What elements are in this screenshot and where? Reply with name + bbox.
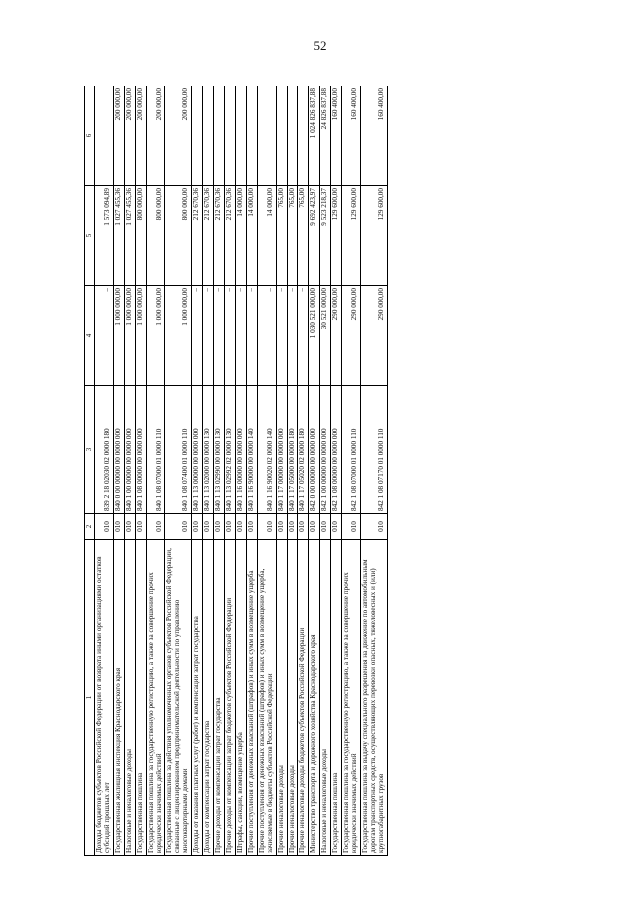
row-value-col4: 1 000 000,00 xyxy=(113,286,124,386)
row-value-col6: 24 826 837,88 xyxy=(320,86,331,186)
row-description: Государственная жилищная инспекция Краснодарского края xyxy=(113,540,124,856)
table-row xyxy=(360,86,387,856)
table-row xyxy=(192,86,203,856)
row-budget-code: 842 1 00 00000 00 0000 000 xyxy=(320,386,331,514)
row-value-col5: 800 000,00 xyxy=(135,186,146,286)
row-budget-code: 842 1 08 07170 01 0000 110 xyxy=(360,386,387,514)
row-budget-code: 840 0 00 00000 00 0000 000 xyxy=(113,386,124,514)
row-value-col4: – xyxy=(224,286,235,386)
row-value-col6: 160 400,00 xyxy=(331,86,342,186)
table-row xyxy=(276,86,287,856)
row-description: Прочие неналоговые доходы бюджетов субъектов Российской Федерации xyxy=(298,540,309,856)
table-row xyxy=(320,86,331,856)
row-code: 010 xyxy=(146,514,165,540)
row-value-col6: 200 000,00 xyxy=(135,86,146,186)
row-value-col4: – xyxy=(235,286,246,386)
row-budget-code: 840 1 13 00000 00 0000 000 xyxy=(192,386,203,514)
row-description: Прочие поступления от денежных взысканий (штрафов) и иных сумм в возмещение ущерба xyxy=(246,540,257,856)
row-value-col4: – xyxy=(192,286,203,386)
column-header: 1 xyxy=(85,540,95,856)
row-value-col5: 212 670,36 xyxy=(192,186,203,286)
row-code: 010 xyxy=(287,514,298,540)
row-budget-code: 842 0 00 00000 00 0000 000 xyxy=(309,386,320,514)
row-budget-code: 842 1 08 00000 00 0000 000 xyxy=(331,386,342,514)
row-value-col5: 1 027 455,36 xyxy=(124,186,135,286)
row-value-col5: 9 692 423,97 xyxy=(309,186,320,286)
row-value-col6 xyxy=(95,86,114,186)
row-description: Министерство транспорта и дорожного хозяйства Краснодарского края xyxy=(309,540,320,856)
row-budget-code: 840 1 17 05020 02 0000 180 xyxy=(298,386,309,514)
row-value-col6 xyxy=(287,86,298,186)
row-value-col5: 800 000,00 xyxy=(165,186,192,286)
row-value-col6 xyxy=(214,86,225,186)
row-value-col4: 1 030 521 000,00 xyxy=(309,286,320,386)
row-description: Государственная пошлина за государственную регистрацию, а также за совершение прочих юридически значимых действий xyxy=(146,540,165,856)
row-value-col5: 14 000,00 xyxy=(235,186,246,286)
column-header: 4 xyxy=(85,286,95,386)
row-value-col5: 765,00 xyxy=(276,186,287,286)
row-value-col4: 290 000,00 xyxy=(331,286,342,386)
table-row xyxy=(257,86,276,856)
table-row xyxy=(246,86,257,856)
row-code: 010 xyxy=(165,514,192,540)
table-row xyxy=(124,86,135,856)
row-code: 010 xyxy=(135,514,146,540)
row-value-col4: – xyxy=(276,286,287,386)
row-value-col6: 200 000,00 xyxy=(165,86,192,186)
row-value-col6: 160 400,00 xyxy=(342,86,361,186)
row-budget-code: 839 2 18 02030 02 0000 180 xyxy=(95,386,114,514)
row-value-col6 xyxy=(246,86,257,186)
row-value-col4: – xyxy=(298,286,309,386)
row-value-col5: 14 000,00 xyxy=(257,186,276,286)
table-row xyxy=(309,86,320,856)
row-description: Прочие доходы от компенсации затрат бюджетов субъектов Российской Федерации xyxy=(224,540,235,856)
row-value-col4: 30 521 000,00 xyxy=(320,286,331,386)
column-header: 6 xyxy=(85,86,95,186)
row-value-col4: 1 000 000,00 xyxy=(165,286,192,386)
row-description: Прочие поступления от денежных взысканий (штрафов) и иных сумм в возмещение ущерба, зачисляемые в бюджеты субъектов Российской Федерации xyxy=(257,540,276,856)
row-value-col5: 212 670,36 xyxy=(214,186,225,286)
row-value-col6: 200 000,00 xyxy=(113,86,124,186)
row-budget-code: 840 1 08 07400 01 0000 110 xyxy=(165,386,192,514)
row-value-col6: 160 400,00 xyxy=(360,86,387,186)
row-budget-code: 842 1 08 07000 01 0000 110 xyxy=(342,386,361,514)
row-value-col5: 212 670,36 xyxy=(224,186,235,286)
row-value-col5: 129 600,00 xyxy=(342,186,361,286)
row-value-col6: 1 024 826 837,88 xyxy=(309,86,320,186)
table-row xyxy=(224,86,235,856)
row-description: Штрафы, санкции, возмещение ущерба xyxy=(235,540,246,856)
row-code: 010 xyxy=(113,514,124,540)
row-value-col4: 290 000,00 xyxy=(360,286,387,386)
table-body xyxy=(95,86,388,856)
row-code: 010 xyxy=(257,514,276,540)
row-description: Доходы от компенсации затрат государства xyxy=(203,540,214,856)
row-value-col5: 800 000,00 xyxy=(146,186,165,286)
row-code: 010 xyxy=(235,514,246,540)
row-description: Доходы от оказания платных услуг (работ) и компенсации затрат государства xyxy=(192,540,203,856)
table-row xyxy=(298,86,309,856)
row-value-col5: 129 600,00 xyxy=(360,186,387,286)
row-code: 010 xyxy=(298,514,309,540)
row-code: 010 xyxy=(331,514,342,540)
row-description: Налоговые и неналоговые доходы xyxy=(124,540,135,856)
row-value-col5: 9 523 218,37 xyxy=(320,186,331,286)
row-value-col4: – xyxy=(246,286,257,386)
row-description: Прочие доходы от компенсации затрат государства xyxy=(214,540,225,856)
row-value-col4: – xyxy=(257,286,276,386)
row-budget-code: 840 1 16 90000 00 0000 140 xyxy=(246,386,257,514)
row-value-col5: 765,00 xyxy=(298,186,309,286)
row-description: Налоговые и неналоговые доходы xyxy=(320,540,331,856)
table-row xyxy=(95,86,114,856)
row-budget-code: 840 1 13 02000 00 0000 130 xyxy=(203,386,214,514)
row-code: 010 xyxy=(320,514,331,540)
table-row xyxy=(203,86,214,856)
row-code: 010 xyxy=(95,514,114,540)
row-value-col5: 1 027 455,36 xyxy=(113,186,124,286)
row-value-col5: 14 000,00 xyxy=(246,186,257,286)
row-value-col6 xyxy=(235,86,246,186)
table-row xyxy=(235,86,246,856)
table-row xyxy=(113,86,124,856)
table-row xyxy=(165,86,192,856)
row-value-col5: 212 670,36 xyxy=(203,186,214,286)
row-value-col6 xyxy=(192,86,203,186)
row-value-col4: – xyxy=(95,286,114,386)
rotated-table-area xyxy=(84,86,514,856)
table-row xyxy=(214,86,225,856)
row-description: Прочие неналоговые доходы xyxy=(276,540,287,856)
row-value-col6 xyxy=(257,86,276,186)
row-value-col5: 129 600,00 xyxy=(331,186,342,286)
row-budget-code: 840 1 13 02992 02 0000 130 xyxy=(224,386,235,514)
column-header: 3 xyxy=(85,386,95,514)
column-header: 2 xyxy=(85,514,95,540)
row-budget-code: 840 1 16 00000 00 0000 000 xyxy=(235,386,246,514)
table-row xyxy=(287,86,298,856)
row-value-col4: 1 000 000,00 xyxy=(135,286,146,386)
revenue-table xyxy=(84,86,388,856)
row-description: Государственная пошлина xyxy=(331,540,342,856)
row-value-col4: – xyxy=(203,286,214,386)
row-budget-code: 840 1 17 05000 00 0000 180 xyxy=(287,386,298,514)
table-row xyxy=(331,86,342,856)
row-description: Доходы бюджетов субъектов Российской Федерации от возврата иными организациями остатков субсидий прошлых лет xyxy=(95,540,114,856)
row-budget-code: 840 1 17 00000 00 0000 000 xyxy=(276,386,287,514)
row-budget-code: 840 1 08 00000 00 0000 000 xyxy=(135,386,146,514)
row-value-col4: – xyxy=(214,286,225,386)
row-value-col5: 765,00 xyxy=(287,186,298,286)
row-code: 010 xyxy=(203,514,214,540)
row-code: 010 xyxy=(246,514,257,540)
row-value-col4: 1 000 000,00 xyxy=(124,286,135,386)
row-value-col6: 200 000,00 xyxy=(146,86,165,186)
row-value-col6 xyxy=(298,86,309,186)
row-value-col5: 1 573 094,89 xyxy=(95,186,114,286)
row-value-col4: 290 000,00 xyxy=(342,286,361,386)
row-value-col4: 1 000 000,00 xyxy=(146,286,165,386)
rotated-table-container xyxy=(84,86,514,856)
row-value-col6: 200 000,00 xyxy=(124,86,135,186)
row-value-col6 xyxy=(276,86,287,186)
row-value-col4: – xyxy=(287,286,298,386)
table-header-row xyxy=(85,86,95,856)
row-description: Государственная пошлина за выдачу специального разрешения на движение по автомобильным дорогам транспортных средств, осуществляющих перевозки опасных, тяжеловесных и (или) крупногабаритных грузов xyxy=(360,540,387,856)
row-code: 010 xyxy=(124,514,135,540)
table-row xyxy=(135,86,146,856)
row-budget-code: 840 1 00 00000 00 0000 000 xyxy=(124,386,135,514)
row-value-col6 xyxy=(224,86,235,186)
row-code: 010 xyxy=(309,514,320,540)
row-description: Государственная пошлина xyxy=(135,540,146,856)
row-description: Государственная пошлина за действия уполномоченных органов субъектов Российской Федерации, связанные с лицензированием предпринимательской деятельности по управлению многоквартирными домами xyxy=(165,540,192,856)
row-code: 010 xyxy=(192,514,203,540)
row-code: 010 xyxy=(276,514,287,540)
row-code: 010 xyxy=(342,514,361,540)
table-row xyxy=(342,86,361,856)
row-budget-code: 840 1 08 07000 01 0000 110 xyxy=(146,386,165,514)
row-value-col6 xyxy=(203,86,214,186)
page-number: 52 xyxy=(313,38,327,53)
table-row xyxy=(146,86,165,856)
row-budget-code: 840 1 16 90020 02 0000 140 xyxy=(257,386,276,514)
row-code: 010 xyxy=(360,514,387,540)
row-description: Прочие неналоговые доходы xyxy=(287,540,298,856)
row-code: 010 xyxy=(214,514,225,540)
row-code: 010 xyxy=(224,514,235,540)
row-budget-code: 840 1 13 02990 00 0000 130 xyxy=(214,386,225,514)
column-header: 5 xyxy=(85,186,95,286)
row-description: Государственная пошлина за государственную регистрацию, а также за совершение прочих юридически значимых действий xyxy=(342,540,361,856)
